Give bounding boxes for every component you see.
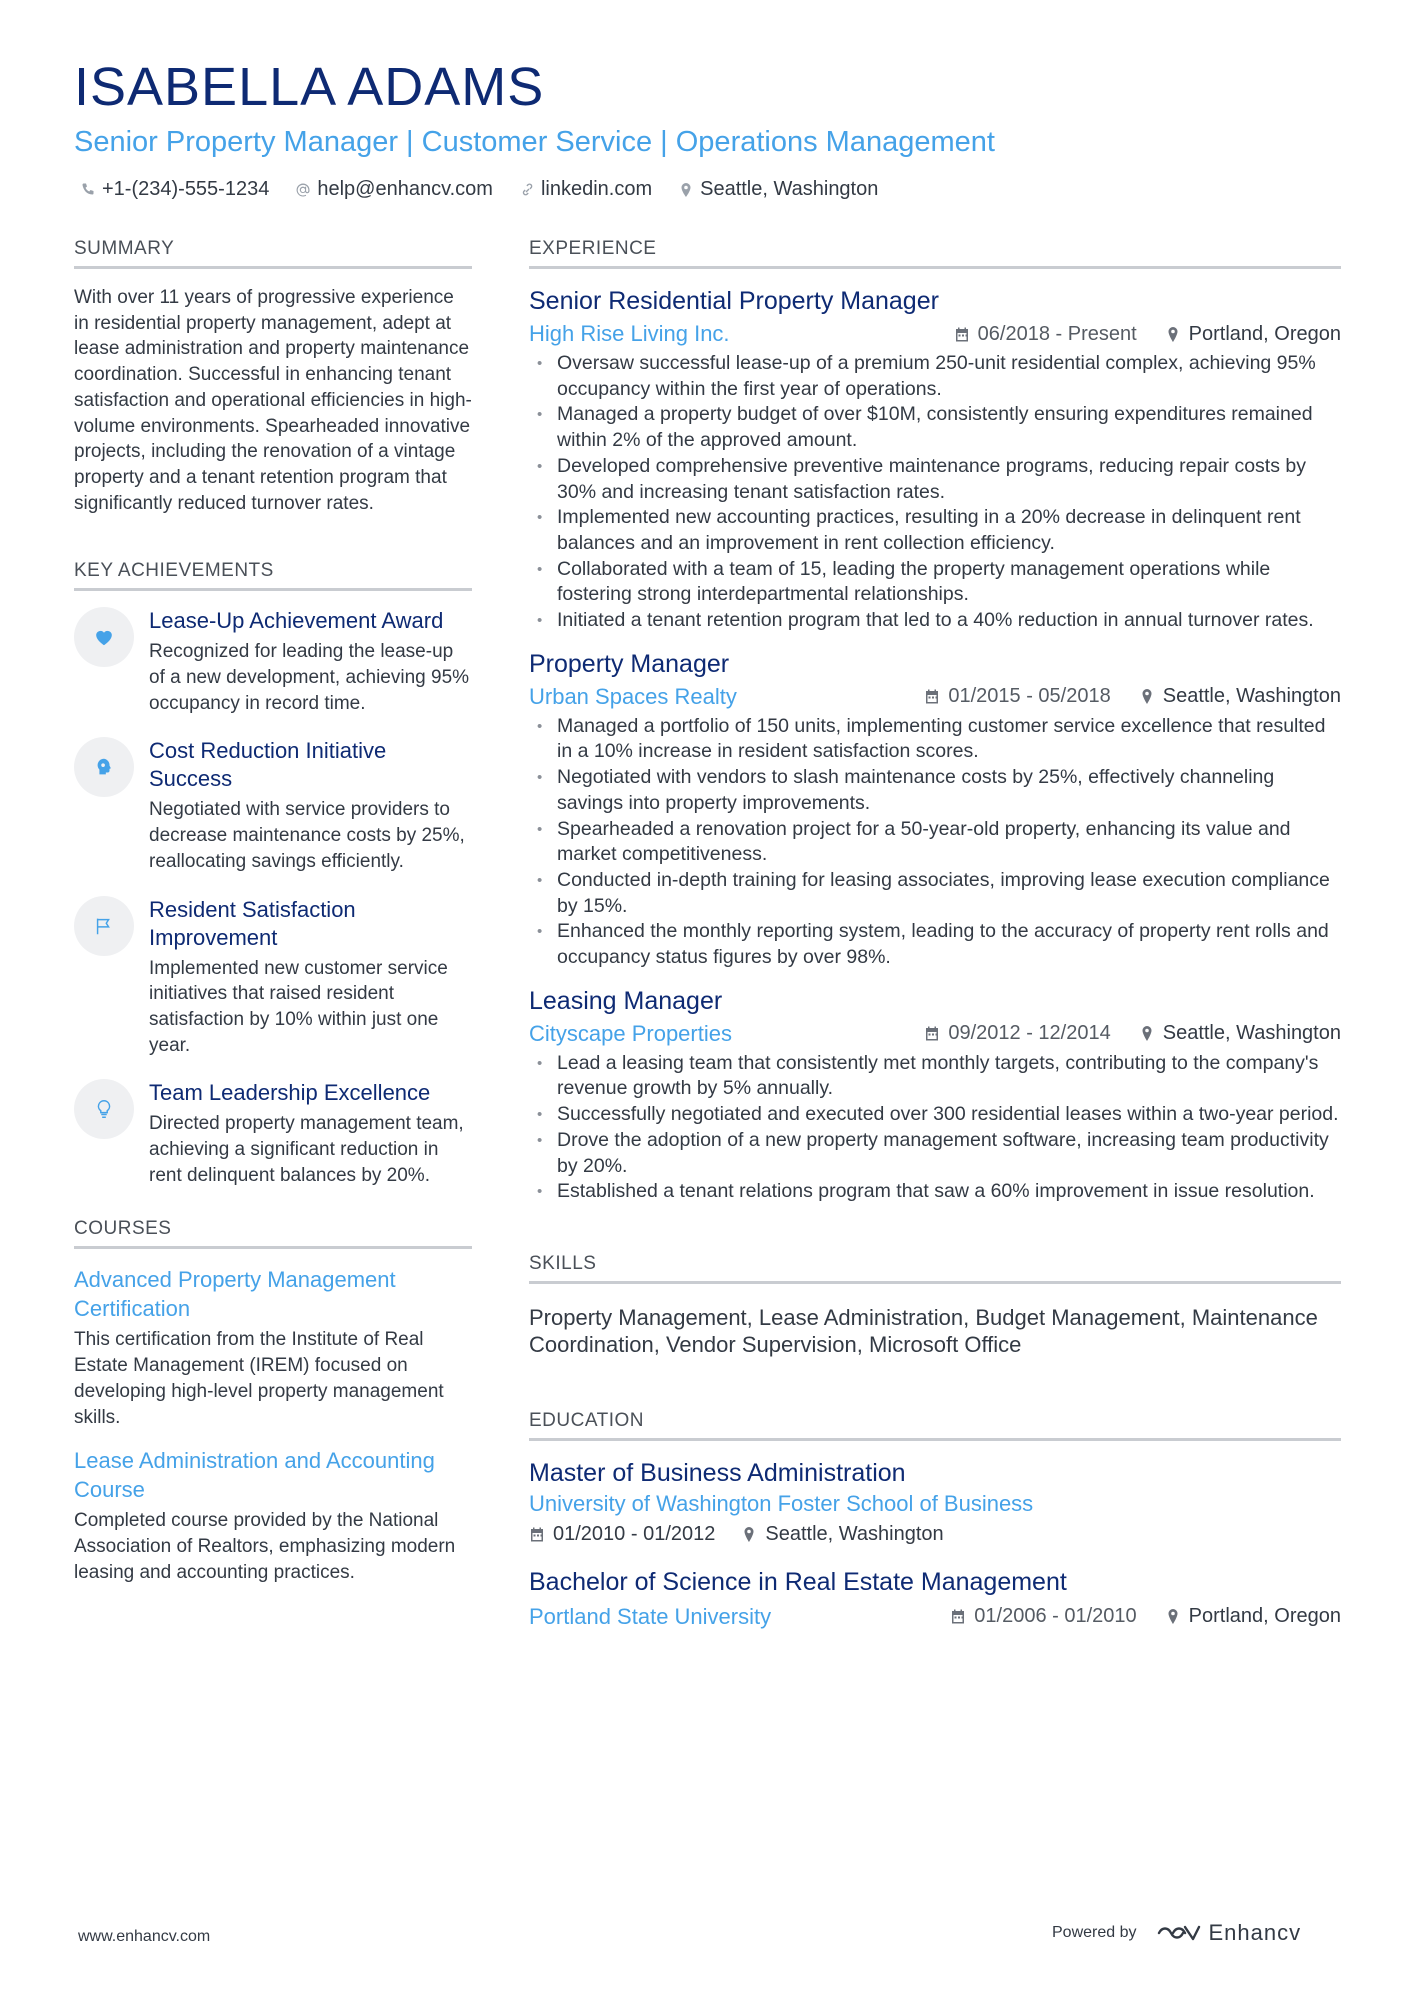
education-entry: [529, 1457, 1341, 1546]
footer-website[interactable]: www.enhancv.com: [78, 1928, 211, 1945]
achievement-text: Negotiated with service providers to decrease maintenance costs by 25%, reallocating savings efficiently.: [149, 799, 465, 872]
heart-icon: [93, 626, 115, 648]
location-pin-icon: [678, 182, 694, 198]
summary-text: With over 11 years of progressive experience in residential property management, adept at lease administration and property maintenance coordination. Successful in enhancing tenant satisfaction and operational efficiencies in high-volume environments. Spearheaded innovative projects, including the renovation of a vintage property and a tenant retention program that significantly reduced turnover rates.: [74, 287, 472, 514]
bullet-item: • Spearheaded a renovation project for a 50-year-old property, enhancing its value and market competitiveness.: [529, 817, 1341, 868]
job-location: Seattle, Washington: [1162, 685, 1341, 708]
bullet-item: • Initiated a tenant retention program that led to a 40% reduction in annual turnover rates.: [529, 608, 1341, 634]
school-name: University of Washington Foster School of Business: [529, 1490, 1034, 1516]
calendar-icon: [950, 1608, 966, 1625]
location-pin-icon: [1165, 1608, 1181, 1625]
location-pin-icon: [1165, 326, 1181, 343]
skills-heading: SKILLS: [529, 1253, 1341, 1284]
company-name: Cityscape Properties: [529, 1020, 732, 1046]
contact-email[interactable]: [295, 178, 493, 201]
job-dates: 01/2015 - 05/2018: [948, 685, 1111, 708]
job-location: Portland, Oregon: [1188, 322, 1341, 345]
bullet-item: • Drove the adoption of a new property management software, increasing team productivity by 20%.: [529, 1128, 1341, 1179]
flag-icon: [93, 915, 115, 937]
company-name: Urban Spaces Realty: [529, 683, 737, 709]
calendar-icon: [924, 688, 940, 705]
summary-heading: SUMMARY: [74, 238, 472, 269]
powered-by-label: Powered by: [1052, 1924, 1137, 1941]
footer-branding[interactable]: [1052, 1920, 1301, 1946]
left-column: [74, 238, 472, 1585]
course-title: Lease Administration and Accounting Course: [74, 1448, 435, 1503]
bullet-item: • Enhanced the monthly reporting system, leading to the accuracy of property rent rolls and occupancy status figures by over 98%.: [529, 919, 1341, 970]
bullet-item: • Managed a portfolio of 150 units, implementing customer service excellence that resulted in a 10% increase in resident satisfaction scores.: [529, 714, 1341, 765]
course-title: Advanced Property Management Certification: [74, 1267, 396, 1322]
achievement-text: Directed property management team, achieving a significant reduction in rent delinquent balances by 20%.: [149, 1113, 464, 1186]
calendar-icon: [954, 326, 970, 343]
bullet-item: • Implemented new accounting practices, resulting in a 20% decrease in delinquent rent balances and an improvement in rent collection efficiency.: [529, 505, 1341, 556]
courses-heading: COURSES: [74, 1218, 472, 1249]
bullet-item: • Managed a property budget of over $10M, consistently ensuring expenditures remained within 2% of the approved amount.: [529, 402, 1341, 453]
job-entry: [529, 985, 1341, 1205]
job-dates: 09/2012 - 12/2014: [948, 1022, 1111, 1045]
calendar-icon: [529, 1526, 545, 1543]
achievement-item: [74, 607, 472, 716]
achievement-text: Recognized for leading the lease-up of a new development, achieving 95% occupancy in record time.: [149, 641, 470, 714]
contact-bar: [80, 178, 878, 201]
enhancv-logo-icon: [1155, 1921, 1201, 1945]
calendar-icon: [924, 1025, 940, 1042]
brain-icon: [93, 756, 115, 778]
experience-heading: EXPERIENCE: [529, 238, 1341, 269]
link-icon: [519, 182, 535, 198]
bullet-item: • Successfully negotiated and executed over 300 residential leases within a two-year period.: [529, 1102, 1341, 1128]
degree-title: Master of Business Administration: [529, 1458, 906, 1487]
bullet-item: • Oversaw successful lease-up of a premium 250-unit residential complex, achieving 95% occupancy within the first year of operations.: [529, 351, 1341, 402]
skills-text: Property Management, Lease Administration, Budget Management, Maintenance Coordination, Vendor Supervision, Microsoft Office: [529, 1304, 1318, 1357]
bullet-item: • Developed comprehensive preventive maintenance programs, reducing repair costs by 30% and increasing tenant satisfaction rates.: [529, 454, 1341, 505]
lightbulb-icon: [93, 1098, 115, 1120]
achievement-text: Implemented new customer service initiatives that raised resident satisfaction by 10% within just one year.: [149, 957, 448, 1056]
course-text: Completed course provided by the National Association of Realtors, emphasizing modern leasing and accounting practices.: [74, 1510, 456, 1583]
location-pin-icon: [741, 1526, 757, 1543]
job-title: Leasing Manager: [529, 986, 723, 1015]
education-heading: EDUCATION: [529, 1410, 1341, 1441]
contact-linkedin[interactable]: [519, 178, 652, 201]
achievement-item: [74, 896, 472, 1059]
brand-logo: [1155, 1920, 1302, 1946]
bullet-item: • Conducted in-depth training for leasing associates, improving lease execution compliance by 15%.: [529, 868, 1341, 919]
company-name: High Rise Living Inc.: [529, 321, 730, 346]
bullet-item: • Established a tenant relations program that saw a 60% improvement in issue resolution.: [529, 1179, 1341, 1205]
achievement-title: Cost Reduction Initiative Success: [149, 738, 387, 792]
job-title: Property Manager: [529, 649, 730, 678]
course-item: [74, 1265, 472, 1430]
right-column: [529, 238, 1341, 1652]
email-text: help@enhancv.com: [317, 178, 493, 200]
course-item: [74, 1446, 472, 1585]
education-location: Portland, Oregon: [1188, 1605, 1341, 1628]
job-entry: [529, 648, 1341, 971]
course-text: This certification from the Institute of Real Estate Management (IREM) focused on developing high-level property management skills.: [74, 1329, 444, 1428]
linkedin-text: linkedin.com: [540, 178, 653, 200]
contact-location: [678, 178, 878, 201]
phone-text: +1-(234)-555-1234: [102, 178, 270, 200]
bullet-item: • Collaborated with a team of 15, leading the property management operations while fostering strong interdepartmental relationships.: [529, 557, 1341, 608]
phone-icon: [80, 182, 96, 198]
job-location: Seattle, Washington: [1162, 1022, 1341, 1045]
job-dates: 06/2018 - Present: [977, 322, 1137, 345]
degree-title: Bachelor of Science in Real Estate Management: [529, 1567, 1067, 1596]
location-pin-icon: [1139, 1025, 1155, 1042]
location-text: Seattle, Washington: [700, 178, 879, 200]
education-dates: 01/2006 - 01/2010: [974, 1605, 1137, 1628]
candidate-title: Senior Property Manager | Customer Service | Operations Management: [74, 126, 995, 158]
achievements-heading: KEY ACHIEVEMENTS: [74, 560, 472, 591]
achievement-title: Team Leadership Excellence: [149, 1080, 431, 1106]
job-bullets: [529, 714, 1341, 971]
job-entry: [529, 285, 1341, 634]
education-dates: 01/2010 - 01/2012: [553, 1522, 716, 1545]
school-name: Portland State University: [529, 1603, 772, 1629]
achievement-item: [74, 737, 472, 874]
achievement-title: Resident Satisfaction Improvement: [149, 896, 356, 950]
bullet-item: • Negotiated with vendors to slash maintenance costs by 25%, effectively channeling savings into property improvements.: [529, 765, 1341, 816]
job-bullets: [529, 1051, 1341, 1205]
location-pin-icon: [1139, 688, 1155, 705]
achievement-item: [74, 1079, 472, 1188]
brand-name: Enhancv: [1208, 1920, 1302, 1945]
job-bullets: [529, 351, 1341, 634]
education-location: Seattle, Washington: [765, 1522, 944, 1545]
candidate-name: ISABELLA ADAMS: [74, 57, 545, 117]
contact-phone[interactable]: [80, 178, 269, 201]
achievement-title: Lease-Up Achievement Award: [149, 608, 444, 634]
education-entry: [529, 1566, 1341, 1632]
bullet-item: • Lead a leasing team that consistently met monthly targets, contributing to the company's revenue growth by 5% annually.: [529, 1051, 1341, 1102]
at-icon: [295, 182, 311, 198]
job-title: Senior Residential Property Manager: [529, 287, 939, 315]
